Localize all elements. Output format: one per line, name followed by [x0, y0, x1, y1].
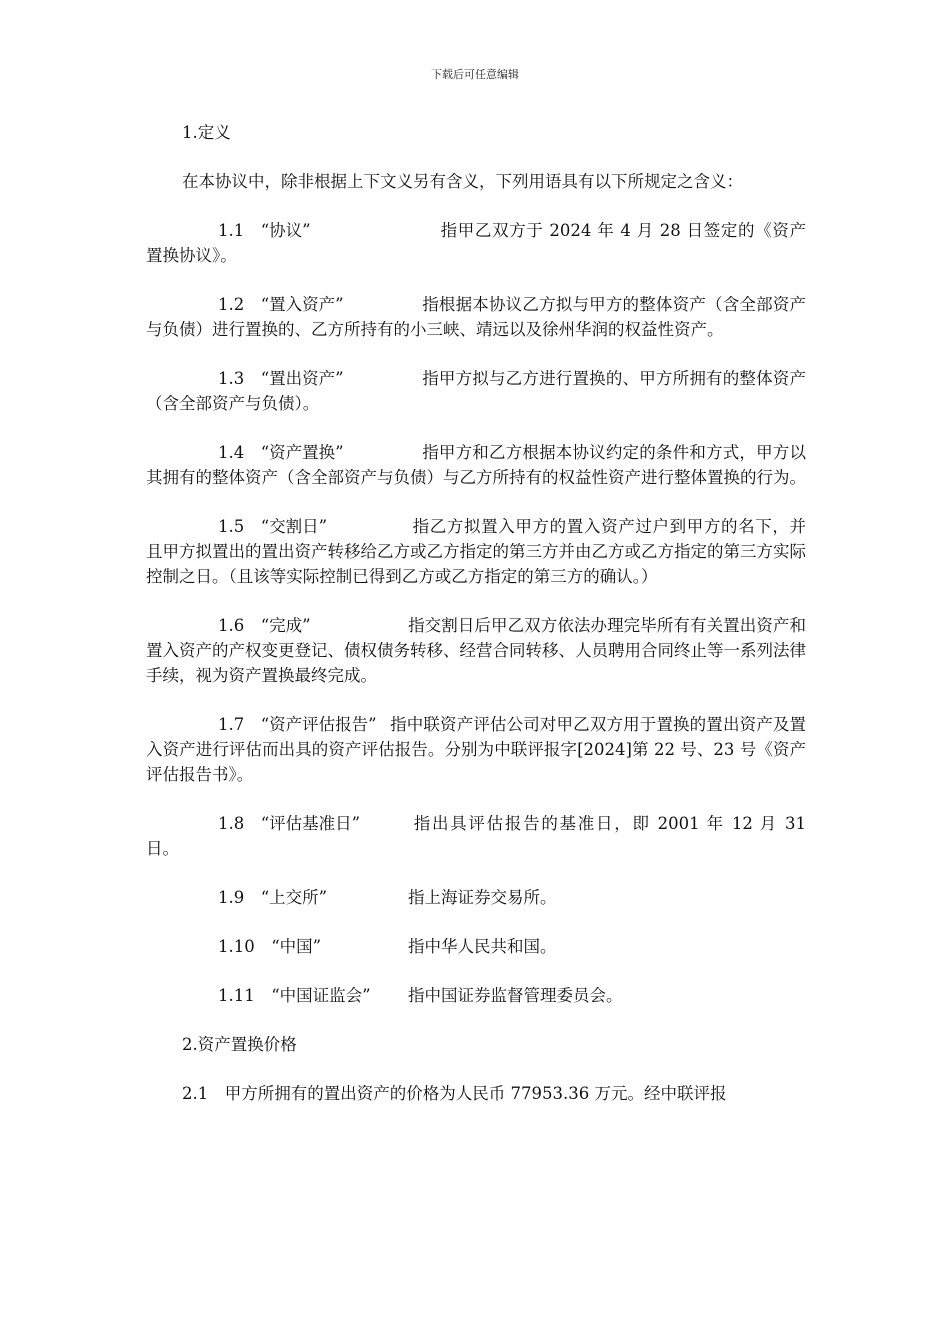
definition-body: 指中华人民共和国。: [408, 937, 557, 956]
definition-body: 指甲方拟与乙方进行置换的、甲方所拥有的整体资产（含全部资产与负债）。: [146, 369, 806, 413]
definition-body: 指交割日后甲乙双方依法办理完毕所有有关置出资产和置入资产的产权变更登记、债权债务转移、经营合同转移、人员聘用合同终止等一系列法律手续，视为资产置换最终完成。: [146, 616, 806, 685]
definition-body: 指乙方拟置入甲方的置入资产过户到甲方的名下，并且甲方拟置出的置出资产转移给乙方或乙方指定的第三方并由乙方或乙方指定的第三方实际控制之日。（且该等实际控制已得到乙方或乙方指定的第三方的确认。）: [146, 517, 806, 586]
definition-1-6: [146, 613, 806, 688]
definition-1-11: [146, 983, 806, 1008]
definition-body: 指中联资产评估公司对甲乙双方用于置换的置出资产及置入资产进行评估而出具的资产评估报告。分别为中联评报字[2024]第 22 号、23 号《资产评估报告书》。: [146, 715, 806, 784]
definition-term: 1.1 “协议”: [218, 221, 311, 240]
definition-1-3: [146, 366, 806, 416]
definition-1-9: [146, 885, 806, 910]
definition-term: 1.5 “交割日”: [218, 517, 328, 536]
definition-body: 指根据本协议乙方拟与甲方的整体资产（含全部资产与负债）进行置换的、乙方所持有的小三峡、靖远以及徐州华润的权益性资产。: [146, 295, 806, 339]
definition-body: 指上海证券交易所。: [408, 888, 557, 907]
definition-body: 指甲方和乙方根据本协议约定的条件和方式，甲方以其拥有的整体资产（含全部资产与负债）与乙方所持有的权益性资产进行整体置换的行为。: [146, 443, 806, 487]
definition-body: 指中国证券监督管理委员会。: [408, 986, 623, 1005]
definition-body: 指出具评估报告的基准日，即 2001 年 12 月 31 日。: [146, 814, 806, 858]
definition-1-7: [146, 712, 806, 787]
definition-term: 1.2 “置入资产”: [218, 295, 344, 314]
document-body: [146, 120, 806, 1130]
page-header: 下载后可任意编辑: [431, 68, 519, 81]
definition-term: 1.4 “资产置换”: [218, 443, 344, 462]
definition-term: 1.9 “上交所”: [218, 888, 328, 907]
intro-paragraph: 在本协议中，除非根据上下文义另有含义，下列用语具有以下所规定之含义：: [182, 172, 743, 191]
definition-1-8: [146, 811, 806, 861]
definition-term: 1.6 “完成”: [218, 616, 311, 635]
section-2-title: 2.资产置换价格: [182, 1035, 297, 1054]
definition-1-4: [146, 440, 806, 490]
section-1-title: 1.定义: [182, 123, 231, 142]
definition-1-2: [146, 292, 806, 342]
definition-term: 1.10 “中国”: [218, 937, 322, 956]
clause-2-1: 2.1 甲方所拥有的置出资产的价格为人民币 77953.36 万元。经中联评报: [182, 1084, 727, 1103]
definition-term: 1.7 “资产评估报告”: [218, 715, 377, 734]
definition-term: 1.3 “置出资产”: [218, 369, 344, 388]
definition-1-5: [146, 514, 806, 589]
definition-term: 1.8 “评估基准日”: [218, 814, 361, 833]
definition-body: 指甲乙双方于 2024 年 4 月 28 日签定的《资产置换协议》。: [146, 221, 806, 265]
definition-1-1: [146, 218, 806, 268]
definition-term: 1.11 “中国证监会”: [218, 986, 371, 1005]
definition-1-10: [146, 934, 806, 959]
